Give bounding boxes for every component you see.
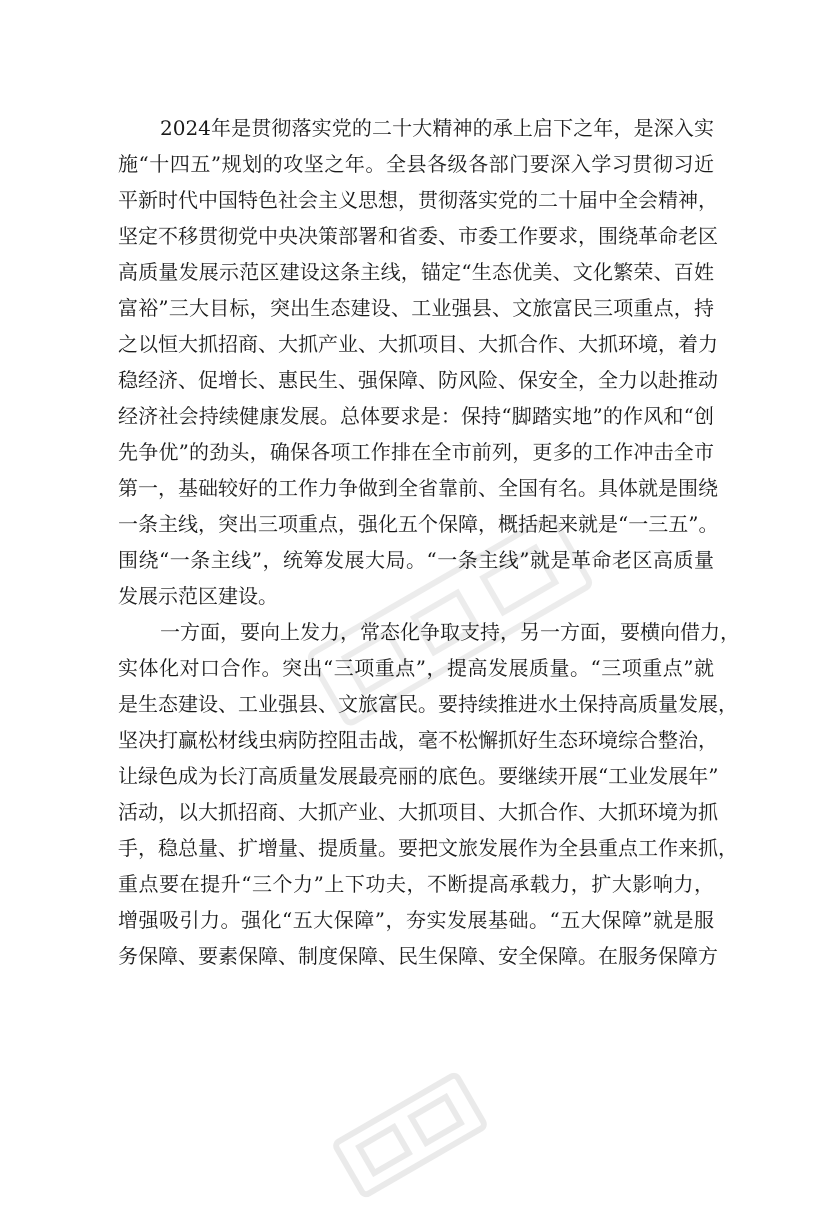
text-line: 务保障、要素保障、制度保障、民生保障、安全保障。在服务保障方 <box>118 944 718 968</box>
text-line: 先争优”的劲头，确保各项工作排在全市前列，更多的工作冲击全市 <box>118 440 714 464</box>
document-body <box>118 110 740 974</box>
text-line: 发展示范区建设。 <box>118 584 278 608</box>
text-line: 富裕”三大目标，突出生态建设、工业强县、文旅富民三项重点，持 <box>118 296 714 320</box>
text-line: 是生态建设、工业强县、文旅富民。要持续推进水土保持高质量发展， <box>118 692 738 716</box>
text-line: 平新时代中国特色社会主义思想，贯彻落实党的二十届中全会精神， <box>118 188 718 212</box>
text-line: 手，稳总量、扩增量、提质量。要把文旅发展作为全县重点工作来抓， <box>118 836 738 860</box>
text-line: 坚定不移贯彻党中央决策部署和省委、市委工作要求，围绕革命老区 <box>118 224 718 248</box>
text-line: 一条主线，突出三项重点，强化五个保障，概括起来就是“一三五”。 <box>118 512 719 536</box>
text-line: 2024年是贯彻落实党的二十大精神的承上启下之年，是深入实 <box>160 116 714 140</box>
text-line: 实体化对口合作。突出“三项重点”，提高发展质量。“三项重点”就 <box>118 656 714 680</box>
text-line: 活动，以大抓招商、大抓产业、大抓项目、大抓合作、大抓环境为抓 <box>118 800 718 824</box>
text-line: 增强吸引力。强化“五大保障”，夯实发展基础。“五大保障”就是服 <box>118 908 714 932</box>
text-line: 坚决打赢松材线虫病防控阻击战，毫不松懈抓好生态环境综合整治， <box>118 728 718 752</box>
paragraph-2 <box>118 614 740 974</box>
text-line: 稳经济、促增长、惠民生、强保障、防风险、保安全，全力以赴推动 <box>118 368 718 392</box>
text-line: 围绕“一条主线”，统筹发展大局。“一条主线”就是革命老区高质量 <box>118 548 714 572</box>
text-line: 经济社会持续健康发展。总体要求是：保持“脚踏实地”的作风和“创 <box>118 404 714 428</box>
text-line: 重点要在提升“三个力”上下功夫，不断提高承载力，扩大影响力， <box>118 872 714 896</box>
text-line: 施“十四五”规划的攻坚之年。全县各级各部门要深入学习贯彻习近 <box>118 152 714 176</box>
text-line: 一方面，要向上发力，常态化争取支持，另一方面，要横向借力， <box>160 620 740 644</box>
text-line: 让绿色成为长汀高质量发展最亮丽的底色。要继续开展“工业发展年” <box>118 764 719 788</box>
watermark-icon <box>318 1056 502 1214</box>
text-line: 高质量发展示范区建设这条主线，锚定“生态优美、文化繁荣、百姓 <box>118 260 714 284</box>
text-line: 第一，基础较好的工作力争做到全省靠前、全国有名。具体就是围绕 <box>118 476 718 500</box>
paragraph-1 <box>118 110 719 614</box>
text-line: 之以恒大抓招商、大抓产业、大抓项目、大抓合作、大抓环境，着力 <box>118 332 718 356</box>
